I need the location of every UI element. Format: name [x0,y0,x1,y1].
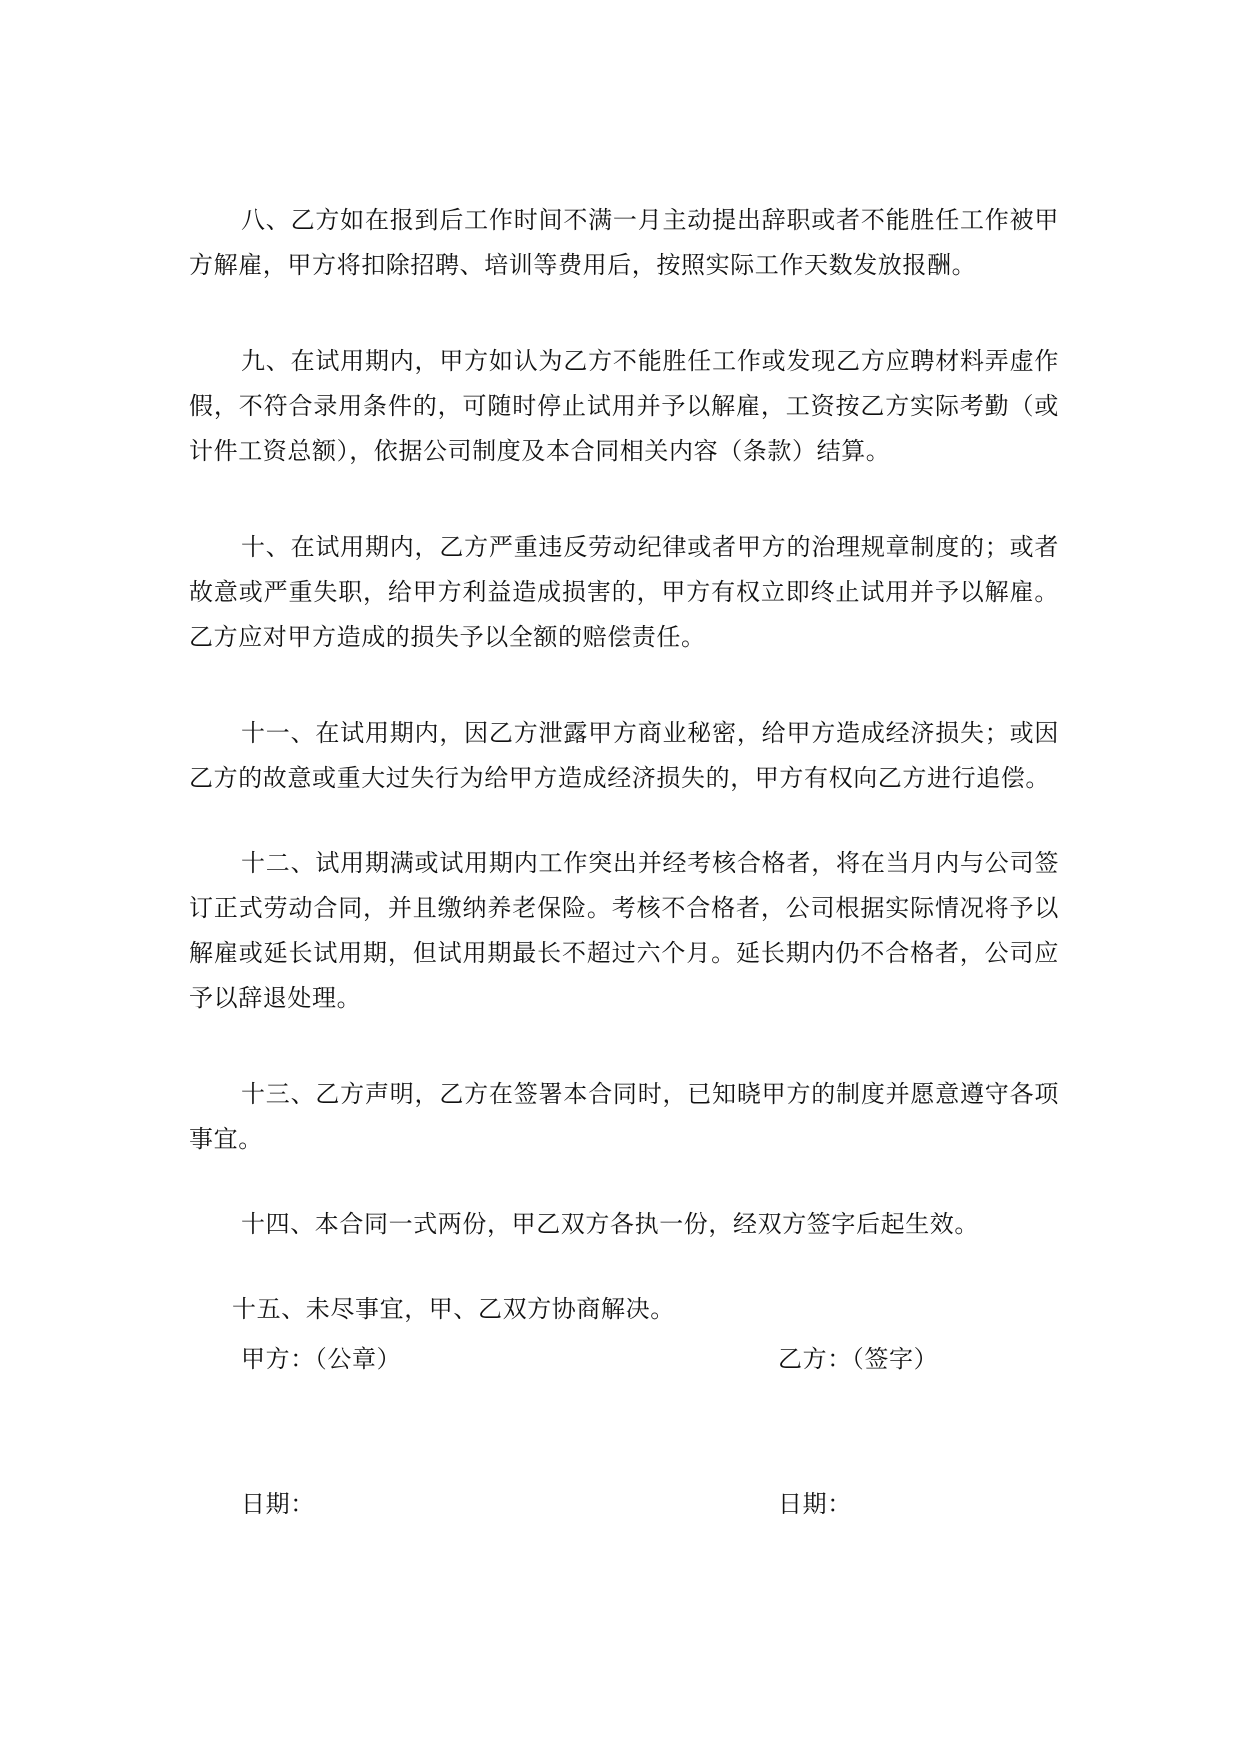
party-b-signature-label: 乙方：（签字） [778,1345,939,1373]
clause-10: 十、在试用期内，乙方严重违反劳动纪律或者甲方的治理规章制度的；或者故意或严重失职，给甲方利益造成损害的，甲方有权立即终止试用并予以解雇。乙方应对甲方造成的损失予以全额的赔偿责任。 [189,533,1059,651]
clause-15: 十五、未尽事宜，甲、乙双方协商解决。 [232,1295,675,1323]
clause-14: 十四、本合同一式两份，甲乙双方各执一份，经双方签字后起生效。 [241,1210,979,1238]
clause-12: 十二、试用期满或试用期内工作突出并经考核合格者，将在当月内与公司签订正式劳动合同，并且缴纳养老保险。考核不合格者，公司根据实际情况将予以解雇或延长试用期，但试用期最长不超过六个月。延长期内仍不合格者，公司应予以辞退处理。 [189,849,1059,1012]
party-a-date-label: 日期： [241,1490,315,1518]
clause-8: 八、乙方如在报到后工作时间不满一月主动提出辞职或者不能胜任工作被甲方解雇，甲方将扣除招聘、培训等费用后，按照实际工作天数发放报酬。 [189,206,1059,279]
clause-13: 十三、乙方声明，乙方在签署本合同时，已知晓甲方的制度并愿意遵守各项事宜。 [189,1080,1059,1153]
party-a-seal-label: 甲方：（公章） [241,1345,402,1373]
clause-9: 九、在试用期内，甲方如认为乙方不能胜任工作或发现乙方应聘材料弄虚作假，不符合录用条件的，可随时停止试用并予以解雇，工资按乙方实际考勤（或计件工资总额），依据公司制度及本合同相关内容（条款）结算。 [189,347,1059,465]
contract-clauses [189,198,1059,1383]
party-b-date-label: 日期： [778,1490,852,1518]
clause-11: 十一、在试用期内，因乙方泄露甲方商业秘密，给甲方造成经济损失；或因乙方的故意或重大过失行为给甲方造成经济损失的，甲方有权向乙方进行追偿。 [189,719,1059,792]
